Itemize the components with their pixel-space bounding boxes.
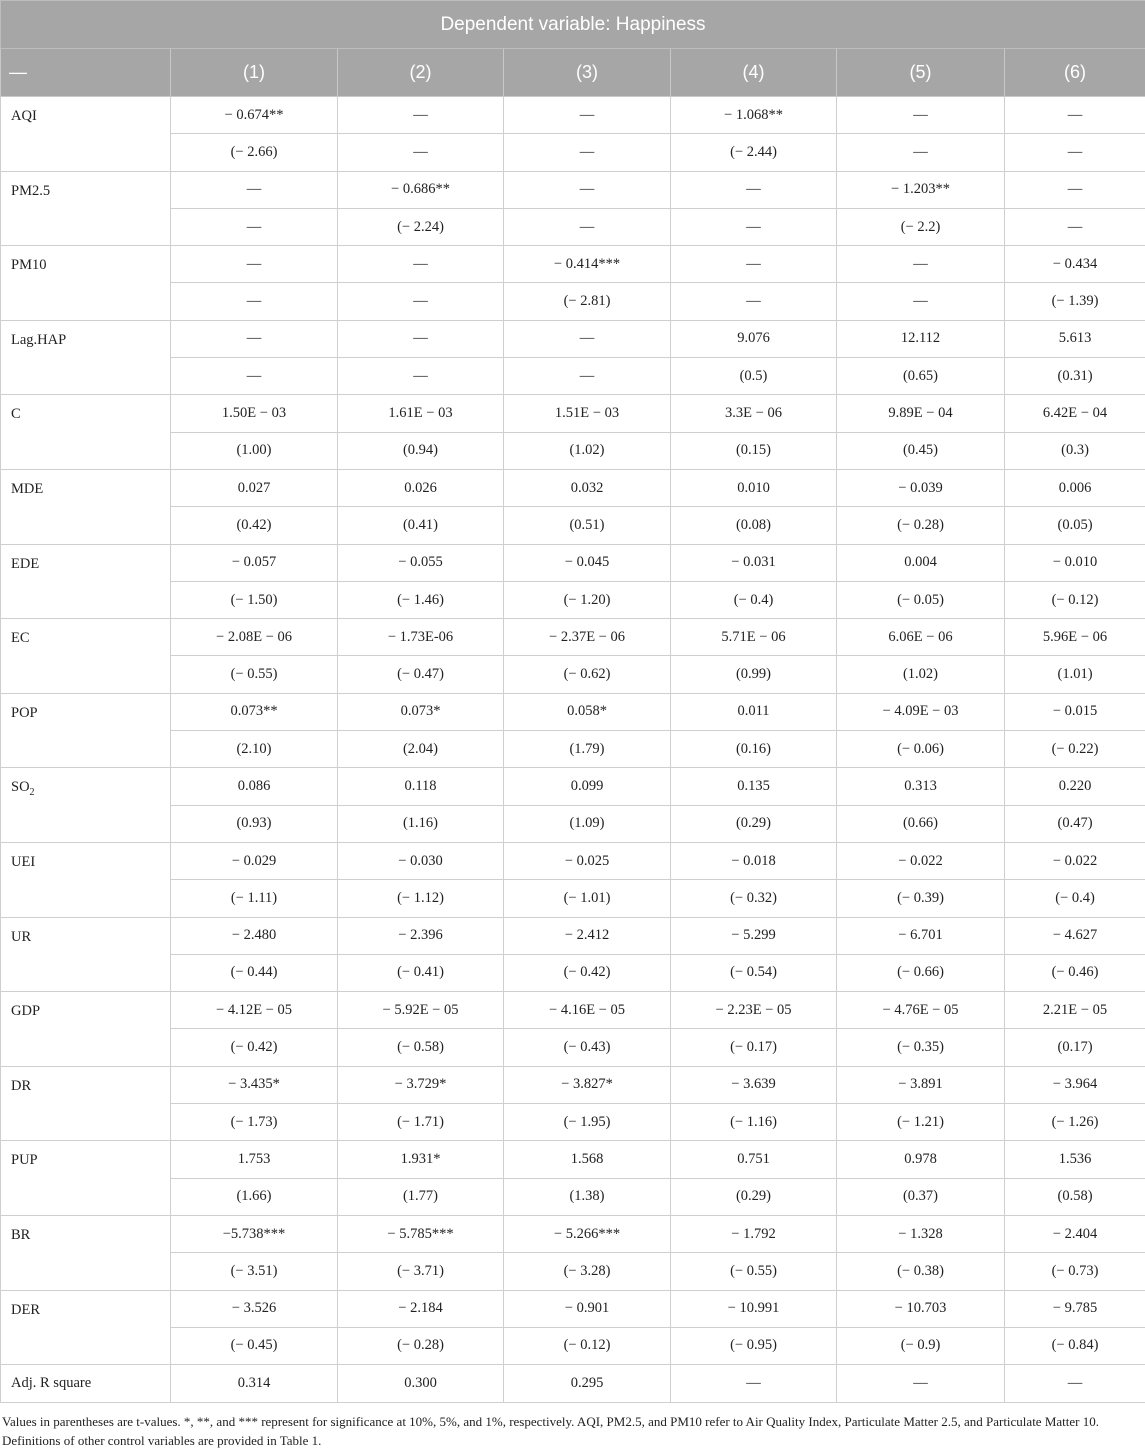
coefficient-cell: 0.073** (171, 693, 338, 730)
t-value-row (1, 731, 1145, 768)
t-value-cell: (− 1.39) (1005, 283, 1145, 320)
t-value-cell: (− 0.55) (671, 1253, 837, 1290)
row-label (1, 693, 171, 768)
coefficient-cell: — (671, 246, 837, 283)
coefficient-cell: 0.220 (1005, 768, 1145, 805)
variable-name: PM10 (11, 257, 46, 273)
t-value-cell: (1.77) (338, 1178, 504, 1215)
coefficient-cell: −5.738*** (171, 1215, 338, 1252)
coefficient-cell: − 0.010 (1005, 544, 1145, 581)
column-header: (4) (671, 49, 837, 97)
coefficient-cell: − 0.039 (837, 469, 1005, 506)
column-header-row (1, 49, 1145, 97)
t-value-cell: (0.37) (837, 1178, 1005, 1215)
coefficient-cell: 3.3E − 06 (671, 395, 837, 432)
coefficient-cell: 12.112 (837, 320, 1005, 357)
t-value-cell: (− 0.12) (1005, 581, 1145, 618)
t-value-cell: (− 2.44) (671, 134, 837, 171)
t-value-cell: (0.41) (338, 507, 504, 544)
row-label: Adj. R square (1, 1365, 171, 1403)
variable-name: MDE (11, 481, 43, 497)
table-cell: 0.300 (338, 1365, 504, 1403)
t-value-row (1, 358, 1145, 395)
coefficient-row (1, 842, 1145, 879)
t-value-cell: (− 0.55) (171, 656, 338, 693)
coefficient-cell: − 5.92E − 05 (338, 992, 504, 1029)
coefficient-cell: 0.313 (837, 768, 1005, 805)
variable-name: POP (11, 705, 38, 721)
coefficient-cell: − 3.526 (171, 1290, 338, 1327)
coefficient-cell: − 4.76E − 05 (837, 992, 1005, 1029)
coefficient-cell: − 0.686** (338, 171, 504, 208)
coefficient-cell: 0.118 (338, 768, 504, 805)
t-value-cell: — (837, 134, 1005, 171)
row-label (1, 1066, 171, 1141)
t-value-row (1, 1104, 1145, 1141)
coefficient-cell: — (338, 246, 504, 283)
coefficient-cell: — (504, 320, 671, 357)
t-value-cell: (− 2.2) (837, 208, 1005, 245)
coefficient-cell: − 0.025 (504, 842, 671, 879)
coefficient-cell: − 3.435* (171, 1066, 338, 1103)
coefficient-cell: − 3.891 (837, 1066, 1005, 1103)
t-value-cell: — (171, 208, 338, 245)
coefficient-row (1, 917, 1145, 954)
coefficient-cell: — (338, 97, 504, 134)
t-value-row (1, 1029, 1145, 1066)
coefficient-cell: 0.026 (338, 469, 504, 506)
t-value-cell: (− 0.4) (1005, 880, 1145, 917)
t-value-row (1, 581, 1145, 618)
t-value-cell: — (504, 358, 671, 395)
row-label (1, 1215, 171, 1290)
row-label (1, 619, 171, 694)
variable-name: EDE (11, 556, 39, 572)
row-label (1, 171, 171, 246)
column-header: (3) (504, 49, 671, 97)
coefficient-cell: 1.50E − 03 (171, 395, 338, 432)
coefficient-cell: − 5.299 (671, 917, 837, 954)
coefficient-cell: − 5.266*** (504, 1215, 671, 1252)
coefficient-cell: − 10.703 (837, 1290, 1005, 1327)
t-value-cell: — (671, 208, 837, 245)
coefficient-row (1, 768, 1145, 805)
t-value-cell: (0.31) (1005, 358, 1145, 395)
row-label (1, 97, 171, 172)
coefficient-cell: 0.058* (504, 693, 671, 730)
t-value-cell: (0.58) (1005, 1178, 1145, 1215)
t-value-row (1, 954, 1145, 991)
t-value-cell: (− 0.84) (1005, 1327, 1145, 1364)
coefficient-cell: — (1005, 171, 1145, 208)
coefficient-cell: 1.568 (504, 1141, 671, 1178)
t-value-cell: (− 1.95) (504, 1104, 671, 1141)
coefficient-cell: 1.931* (338, 1141, 504, 1178)
coefficient-cell: − 0.022 (1005, 842, 1145, 879)
coefficient-cell: 5.613 (1005, 320, 1145, 357)
t-value-cell: (− 0.66) (837, 954, 1005, 991)
variable-name: C (11, 406, 21, 422)
variable-name: PM2.5 (11, 183, 50, 199)
coefficient-cell: − 1.068** (671, 97, 837, 134)
coefficient-cell: − 9.785 (1005, 1290, 1145, 1327)
t-value-cell: (− 0.35) (837, 1029, 1005, 1066)
t-value-cell: (− 1.21) (837, 1104, 1005, 1141)
t-value-cell: (− 0.28) (837, 507, 1005, 544)
dependent-variable-row (1, 1, 1145, 49)
coefficient-row (1, 1066, 1145, 1103)
coefficient-cell: − 2.412 (504, 917, 671, 954)
t-value-cell: (− 0.54) (671, 954, 837, 991)
coefficient-cell: 0.978 (837, 1141, 1005, 1178)
coefficient-cell: − 2.396 (338, 917, 504, 954)
t-value-cell: (0.3) (1005, 432, 1145, 469)
t-value-cell: (0.47) (1005, 805, 1145, 842)
coefficient-row (1, 97, 1145, 134)
t-value-cell: (− 0.4) (671, 581, 837, 618)
coefficient-cell: − 0.029 (171, 842, 338, 879)
t-value-cell: — (504, 134, 671, 171)
coefficient-cell: 5.96E − 06 (1005, 619, 1145, 656)
coefficient-cell: 0.010 (671, 469, 837, 506)
coefficient-cell: — (837, 246, 1005, 283)
t-value-cell: — (338, 358, 504, 395)
table-body (1, 97, 1145, 1403)
t-value-cell: (0.51) (504, 507, 671, 544)
variable-name: Lag.HAP (11, 332, 66, 348)
coefficient-cell: 0.099 (504, 768, 671, 805)
coefficient-cell: − 0.057 (171, 544, 338, 581)
coefficient-row (1, 1290, 1145, 1327)
coefficient-cell: − 2.08E − 06 (171, 619, 338, 656)
t-value-row (1, 134, 1145, 171)
t-value-cell: (0.93) (171, 805, 338, 842)
t-value-cell: (1.00) (171, 432, 338, 469)
t-value-cell: (− 0.06) (837, 731, 1005, 768)
t-value-cell: (0.29) (671, 1178, 837, 1215)
t-value-cell: (− 1.46) (338, 581, 504, 618)
coefficient-cell: − 0.022 (837, 842, 1005, 879)
variable-name: BR (11, 1227, 30, 1243)
t-value-cell: (2.10) (171, 731, 338, 768)
coefficient-cell: − 1.328 (837, 1215, 1005, 1252)
coefficient-cell: 2.21E − 05 (1005, 992, 1145, 1029)
t-value-cell: (1.02) (504, 432, 671, 469)
coefficient-cell: 1.536 (1005, 1141, 1145, 1178)
coefficient-cell: − 0.031 (671, 544, 837, 581)
variable-name: UEI (11, 854, 35, 870)
row-label (1, 320, 171, 395)
t-value-cell: (− 0.05) (837, 581, 1005, 618)
t-value-cell: (2.04) (338, 731, 504, 768)
coefficient-cell: − 2.404 (1005, 1215, 1145, 1252)
table-cell: — (1005, 1365, 1145, 1403)
t-value-cell: — (504, 208, 671, 245)
t-value-cell: (0.66) (837, 805, 1005, 842)
coefficient-cell: 0.135 (671, 768, 837, 805)
coefficient-cell: 0.011 (671, 693, 837, 730)
t-value-cell: (1.79) (504, 731, 671, 768)
coefficient-cell: − 2.23E − 05 (671, 992, 837, 1029)
coefficient-cell: − 1.73E-06 (338, 619, 504, 656)
coefficient-cell: − 2.184 (338, 1290, 504, 1327)
coefficient-cell: — (171, 320, 338, 357)
row-label (1, 768, 171, 843)
t-value-cell: (− 1.73) (171, 1104, 338, 1141)
coefficient-cell: − 2.37E − 06 (504, 619, 671, 656)
t-value-cell: (− 2.81) (504, 283, 671, 320)
variable-name: EC (11, 630, 30, 646)
t-value-cell: (− 0.45) (171, 1327, 338, 1364)
coefficient-cell: − 0.015 (1005, 693, 1145, 730)
column-header: (1) (171, 49, 338, 97)
t-value-cell: (− 0.32) (671, 880, 837, 917)
t-value-cell: (0.99) (671, 656, 837, 693)
variable-name: DER (11, 1302, 40, 1318)
coefficient-cell: 0.006 (1005, 469, 1145, 506)
t-value-cell: (0.15) (671, 432, 837, 469)
t-value-cell: (0.29) (671, 805, 837, 842)
t-value-row (1, 805, 1145, 842)
t-value-row (1, 1178, 1145, 1215)
row-label (1, 469, 171, 544)
coefficient-row (1, 469, 1145, 506)
t-value-row (1, 1253, 1145, 1290)
coefficient-cell: − 2.480 (171, 917, 338, 954)
t-value-cell: (− 1.11) (171, 880, 338, 917)
t-value-cell: (1.16) (338, 805, 504, 842)
t-value-cell: — (171, 358, 338, 395)
t-value-cell: (− 0.95) (671, 1327, 837, 1364)
t-value-cell: (− 1.01) (504, 880, 671, 917)
adj-r-square-row (1, 1365, 1145, 1403)
coefficient-row (1, 1141, 1145, 1178)
t-value-row (1, 656, 1145, 693)
coefficient-cell: − 10.991 (671, 1290, 837, 1327)
coefficient-row (1, 320, 1145, 357)
column-header: (2) (338, 49, 504, 97)
coefficient-row (1, 693, 1145, 730)
t-value-row (1, 432, 1145, 469)
coefficient-cell: 0.751 (671, 1141, 837, 1178)
variable-name: PUP (11, 1152, 38, 1168)
variable-name: SO (11, 779, 30, 795)
t-value-row (1, 208, 1145, 245)
coefficient-cell: 9.076 (671, 320, 837, 357)
row-label (1, 246, 171, 321)
coefficient-cell: 6.42E − 04 (1005, 395, 1145, 432)
row-label (1, 544, 171, 619)
coefficient-cell: 5.71E − 06 (671, 619, 837, 656)
t-value-cell: (− 0.62) (504, 656, 671, 693)
row-label (1, 395, 171, 470)
coefficient-cell: − 4.09E − 03 (837, 693, 1005, 730)
t-value-cell: — (1005, 134, 1145, 171)
t-value-cell: (0.42) (171, 507, 338, 544)
t-value-cell: (− 0.9) (837, 1327, 1005, 1364)
row-label (1, 1141, 171, 1216)
table-cell: 0.314 (171, 1365, 338, 1403)
corner-cell: — (1, 49, 171, 97)
variable-name: DR (11, 1078, 31, 1094)
t-value-cell: (0.16) (671, 731, 837, 768)
coefficient-cell: − 0.901 (504, 1290, 671, 1327)
t-value-cell: (− 0.12) (504, 1327, 671, 1364)
coefficient-cell: — (338, 320, 504, 357)
coefficient-cell: − 3.729* (338, 1066, 504, 1103)
coefficient-cell: − 4.16E − 05 (504, 992, 671, 1029)
t-value-row (1, 1327, 1145, 1364)
variable-name: GDP (11, 1003, 40, 1019)
t-value-cell: (− 1.50) (171, 581, 338, 618)
t-value-row (1, 283, 1145, 320)
t-value-cell: — (1005, 208, 1145, 245)
table-header (1, 1, 1145, 97)
t-value-cell: (1.38) (504, 1178, 671, 1215)
row-label (1, 1290, 171, 1365)
table-cell: — (671, 1365, 837, 1403)
coefficient-row (1, 246, 1145, 283)
coefficient-cell: − 1.792 (671, 1215, 837, 1252)
coefficient-cell: − 0.434 (1005, 246, 1145, 283)
row-label (1, 917, 171, 992)
t-value-cell: — (671, 283, 837, 320)
t-value-cell: (1.01) (1005, 656, 1145, 693)
coefficient-cell: − 3.964 (1005, 1066, 1145, 1103)
coefficient-cell: — (837, 97, 1005, 134)
variable-name: UR (11, 929, 31, 945)
table-cell: — (837, 1365, 1005, 1403)
t-value-cell: — (338, 134, 504, 171)
t-value-cell: (0.5) (671, 358, 837, 395)
coefficient-cell: 0.027 (171, 469, 338, 506)
coefficient-row (1, 1215, 1145, 1252)
coefficient-cell: − 3.827* (504, 1066, 671, 1103)
t-value-cell: (1.09) (504, 805, 671, 842)
t-value-row (1, 507, 1145, 544)
t-value-cell: (− 1.12) (338, 880, 504, 917)
t-value-cell: (− 1.26) (1005, 1104, 1145, 1141)
coefficient-cell: — (504, 171, 671, 208)
coefficient-cell: − 4.12E − 05 (171, 992, 338, 1029)
coefficient-row (1, 171, 1145, 208)
table-footnote: Values in parentheses are t-values. *, **, and *** represent for significance at 10%, 5%, and 1%, respectively. AQI, PM2.5, and PM10 refer to Air Quality Index, Particulate Matter 2.5, and Particulate Matter 10. Definitions of other control variables are provided in Table 1. (0, 1403, 1145, 1450)
t-value-cell: (− 0.22) (1005, 731, 1145, 768)
coefficient-cell: 1.753 (171, 1141, 338, 1178)
coefficient-cell: − 0.414*** (504, 246, 671, 283)
t-value-cell: (− 3.71) (338, 1253, 504, 1290)
coefficient-row (1, 395, 1145, 432)
coefficient-cell: 1.61E − 03 (338, 395, 504, 432)
t-value-cell: (− 0.17) (671, 1029, 837, 1066)
coefficient-cell: — (504, 97, 671, 134)
coefficient-cell: − 6.701 (837, 917, 1005, 954)
coefficient-cell: − 0.674** (171, 97, 338, 134)
t-value-cell: (0.08) (671, 507, 837, 544)
t-value-cell: (− 0.58) (338, 1029, 504, 1066)
coefficient-cell: − 0.045 (504, 544, 671, 581)
coefficient-cell: 0.032 (504, 469, 671, 506)
variable-subscript: 2 (30, 787, 35, 798)
coefficient-cell: 1.51E − 03 (504, 395, 671, 432)
row-label (1, 992, 171, 1067)
t-value-cell: (− 0.46) (1005, 954, 1145, 991)
t-value-cell: (− 0.44) (171, 954, 338, 991)
coefficient-cell: − 1.203** (837, 171, 1005, 208)
t-value-cell: — (171, 283, 338, 320)
t-value-cell: (− 0.39) (837, 880, 1005, 917)
coefficient-cell: − 3.639 (671, 1066, 837, 1103)
t-value-cell: (− 0.41) (338, 954, 504, 991)
coefficient-cell: − 5.785*** (338, 1215, 504, 1252)
coefficient-cell: − 4.627 (1005, 917, 1145, 954)
coefficient-cell: 6.06E − 06 (837, 619, 1005, 656)
row-label (1, 842, 171, 917)
coefficient-cell: 0.086 (171, 768, 338, 805)
coefficient-cell: 9.89E − 04 (837, 395, 1005, 432)
column-header: (6) (1005, 49, 1145, 97)
t-value-cell: (0.17) (1005, 1029, 1145, 1066)
t-value-cell: (− 1.16) (671, 1104, 837, 1141)
t-value-cell: — (837, 283, 1005, 320)
t-value-cell: (0.94) (338, 432, 504, 469)
t-value-cell: (− 0.38) (837, 1253, 1005, 1290)
t-value-cell: (− 3.51) (171, 1253, 338, 1290)
t-value-row (1, 880, 1145, 917)
coefficient-cell: 0.073* (338, 693, 504, 730)
dependent-variable-heading: Dependent variable: Happiness (1, 1, 1145, 49)
t-value-cell: (0.65) (837, 358, 1005, 395)
coefficient-row (1, 619, 1145, 656)
t-value-cell: (− 2.66) (171, 134, 338, 171)
table-cell: 0.295 (504, 1365, 671, 1403)
t-value-cell: (− 1.71) (338, 1104, 504, 1141)
t-value-cell: (− 2.24) (338, 208, 504, 245)
variable-name: AQI (11, 108, 37, 124)
coefficient-cell: — (171, 171, 338, 208)
t-value-cell: (− 0.73) (1005, 1253, 1145, 1290)
coefficient-row (1, 992, 1145, 1029)
coefficient-cell: — (671, 171, 837, 208)
t-value-cell: (− 0.43) (504, 1029, 671, 1066)
coefficient-cell: 0.004 (837, 544, 1005, 581)
column-header: (5) (837, 49, 1005, 97)
t-value-cell: (0.05) (1005, 507, 1145, 544)
t-value-cell: (− 0.28) (338, 1327, 504, 1364)
coefficient-cell: − 0.055 (338, 544, 504, 581)
t-value-cell: (− 0.47) (338, 656, 504, 693)
t-value-cell: (1.66) (171, 1178, 338, 1215)
t-value-cell: (1.02) (837, 656, 1005, 693)
coefficient-cell: − 0.030 (338, 842, 504, 879)
t-value-cell: (− 1.20) (504, 581, 671, 618)
coefficient-cell: — (1005, 97, 1145, 134)
coefficient-row (1, 544, 1145, 581)
t-value-cell: (− 0.42) (504, 954, 671, 991)
t-value-cell: (0.45) (837, 432, 1005, 469)
t-value-cell: — (338, 283, 504, 320)
t-value-cell: (− 3.28) (504, 1253, 671, 1290)
coefficient-cell: − 0.018 (671, 842, 837, 879)
t-value-cell: (− 0.42) (171, 1029, 338, 1066)
coefficient-cell: — (171, 246, 338, 283)
